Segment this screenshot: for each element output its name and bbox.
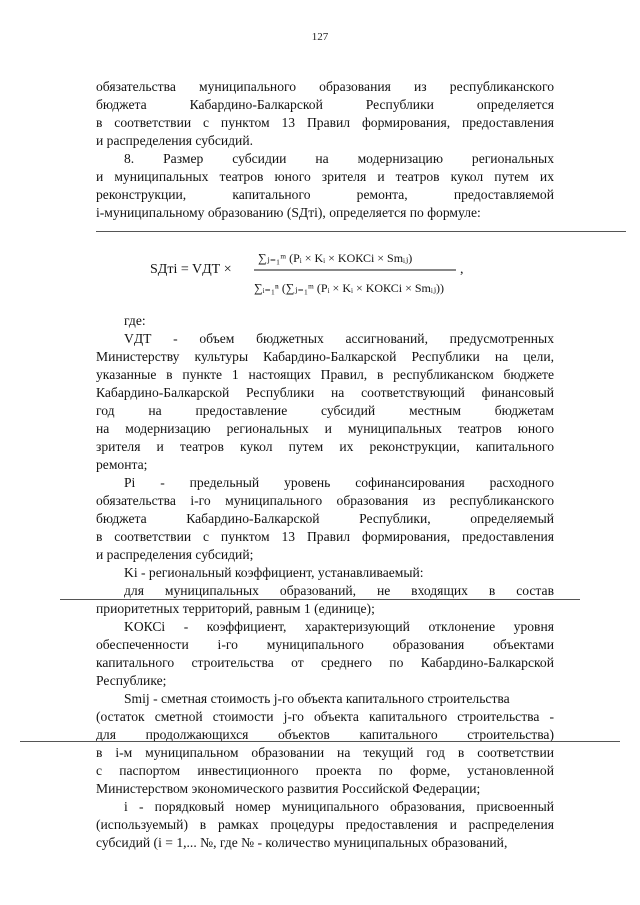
scan-fold-line bbox=[60, 599, 580, 600]
text-line: ремонта; bbox=[96, 457, 148, 472]
text-line: и распределения субсидий. bbox=[96, 133, 253, 148]
text-line: (используемый) в рамках процедуры предоставления и распределения bbox=[96, 817, 554, 832]
text-line: указанные в пункте 1 настоящих Правил, в республиканском бюджете bbox=[96, 367, 554, 382]
formula-numerator: ∑ⱼ₌₁ᵐ (Pᵢ × Kᵢ × KОКСi × Smᵢⱼ) bbox=[258, 251, 413, 265]
formula bbox=[150, 240, 490, 308]
text-line: с паспортом инвестиционного проекта по форме, установленной bbox=[96, 763, 554, 778]
text-line: VДТ - объем бюджетных ассигнований, предусмотренных bbox=[124, 331, 554, 346]
scan-fold-line bbox=[96, 231, 626, 232]
text-line: капитального строительства от среднего по Кабардино-Балкарской bbox=[96, 655, 554, 670]
text-line: обеспеченности i-го муниципального образования объектами bbox=[96, 637, 554, 652]
text-line: на модернизацию региональных и муниципальных театров юного bbox=[96, 421, 554, 436]
text-line: в соответствии с пунктом 13 Правил формирования, предоставления bbox=[96, 115, 554, 130]
formula-lhs: SДтi = VДТ × bbox=[150, 262, 232, 277]
text-line: и распределения субсидий; bbox=[96, 547, 254, 562]
text-line: i - порядковый номер муниципального образования, присвоенный bbox=[124, 799, 554, 814]
text-line: i-муниципальному образованию (SДтi), определяется по формуле: bbox=[96, 205, 481, 220]
text-line: год на предоставление субсидий местным бюджетам bbox=[96, 403, 554, 418]
text-line: зрителя и театров кукол путем их реконструкции, капитального bbox=[96, 439, 554, 454]
page-number: 127 bbox=[311, 31, 329, 43]
text-line: где: bbox=[124, 313, 146, 328]
text-line: Pi - предельный уровень софинансирования расходного bbox=[124, 475, 554, 490]
text-line: бюджета Кабардино-Балкарской Республики, определяемый bbox=[96, 511, 554, 526]
text-line: Республике; bbox=[96, 673, 167, 688]
text-line: Smij - сметная стоимость j-го объекта капитального строительства bbox=[124, 691, 510, 706]
text-line: Министерству культуры Кабардино-Балкарской Республики на цели, bbox=[96, 349, 554, 364]
text-line: (остаток сметной стоимости j-го объекта капитального строительства - bbox=[96, 709, 554, 724]
text-line: субсидий (i = 1,... №, где № - количество муниципальных образований, bbox=[96, 835, 508, 850]
text-line: в соответствии с пунктом 13 Правил формирования, предоставления bbox=[96, 529, 554, 544]
text-line: и муниципальных театров юного зрителя и театров кукол путем их bbox=[96, 169, 554, 184]
text-line: в i-м муниципальном образовании на текущий год в соответствии bbox=[96, 745, 554, 760]
text-line: для муниципальных образований, не входящих в состав bbox=[124, 583, 554, 598]
text-line: Кабардино-Балкарской Республики на соответствующий финансовый bbox=[96, 385, 554, 400]
scan-fold-line bbox=[20, 741, 620, 742]
text-line: Ki - региональный коэффициент, устанавливаемый: bbox=[124, 565, 424, 580]
formula-denominator: ∑ᵢ₌₁ⁿ (∑ⱼ₌₁ᵐ (Pᵢ × Kᵢ × KОКСi × Smᵢⱼ)) bbox=[254, 281, 444, 295]
text-line: 8. Размер субсидии на модернизацию региональных bbox=[124, 151, 554, 166]
text-line: обязательства i-го муниципального образования из республиканского bbox=[96, 493, 554, 508]
text-line: обязательства муниципального образования из республиканского bbox=[96, 79, 554, 94]
text-line: KОКСi - коэффициент, характеризующий отклонение уровня bbox=[124, 619, 554, 634]
text-line: приоритетных территорий, равным 1 (единице); bbox=[96, 601, 375, 616]
text-line: реконструкции, капитального ремонта, предоставляемой bbox=[96, 187, 554, 202]
text-line: Министерством экономического развития Российской Федерации; bbox=[96, 781, 481, 796]
text-line: для продолжающихся объектов капитального строительства) bbox=[96, 727, 554, 742]
text-line: бюджета Кабардино-Балкарской Республики определяется bbox=[96, 97, 554, 112]
formula-trailing: , bbox=[460, 262, 464, 277]
